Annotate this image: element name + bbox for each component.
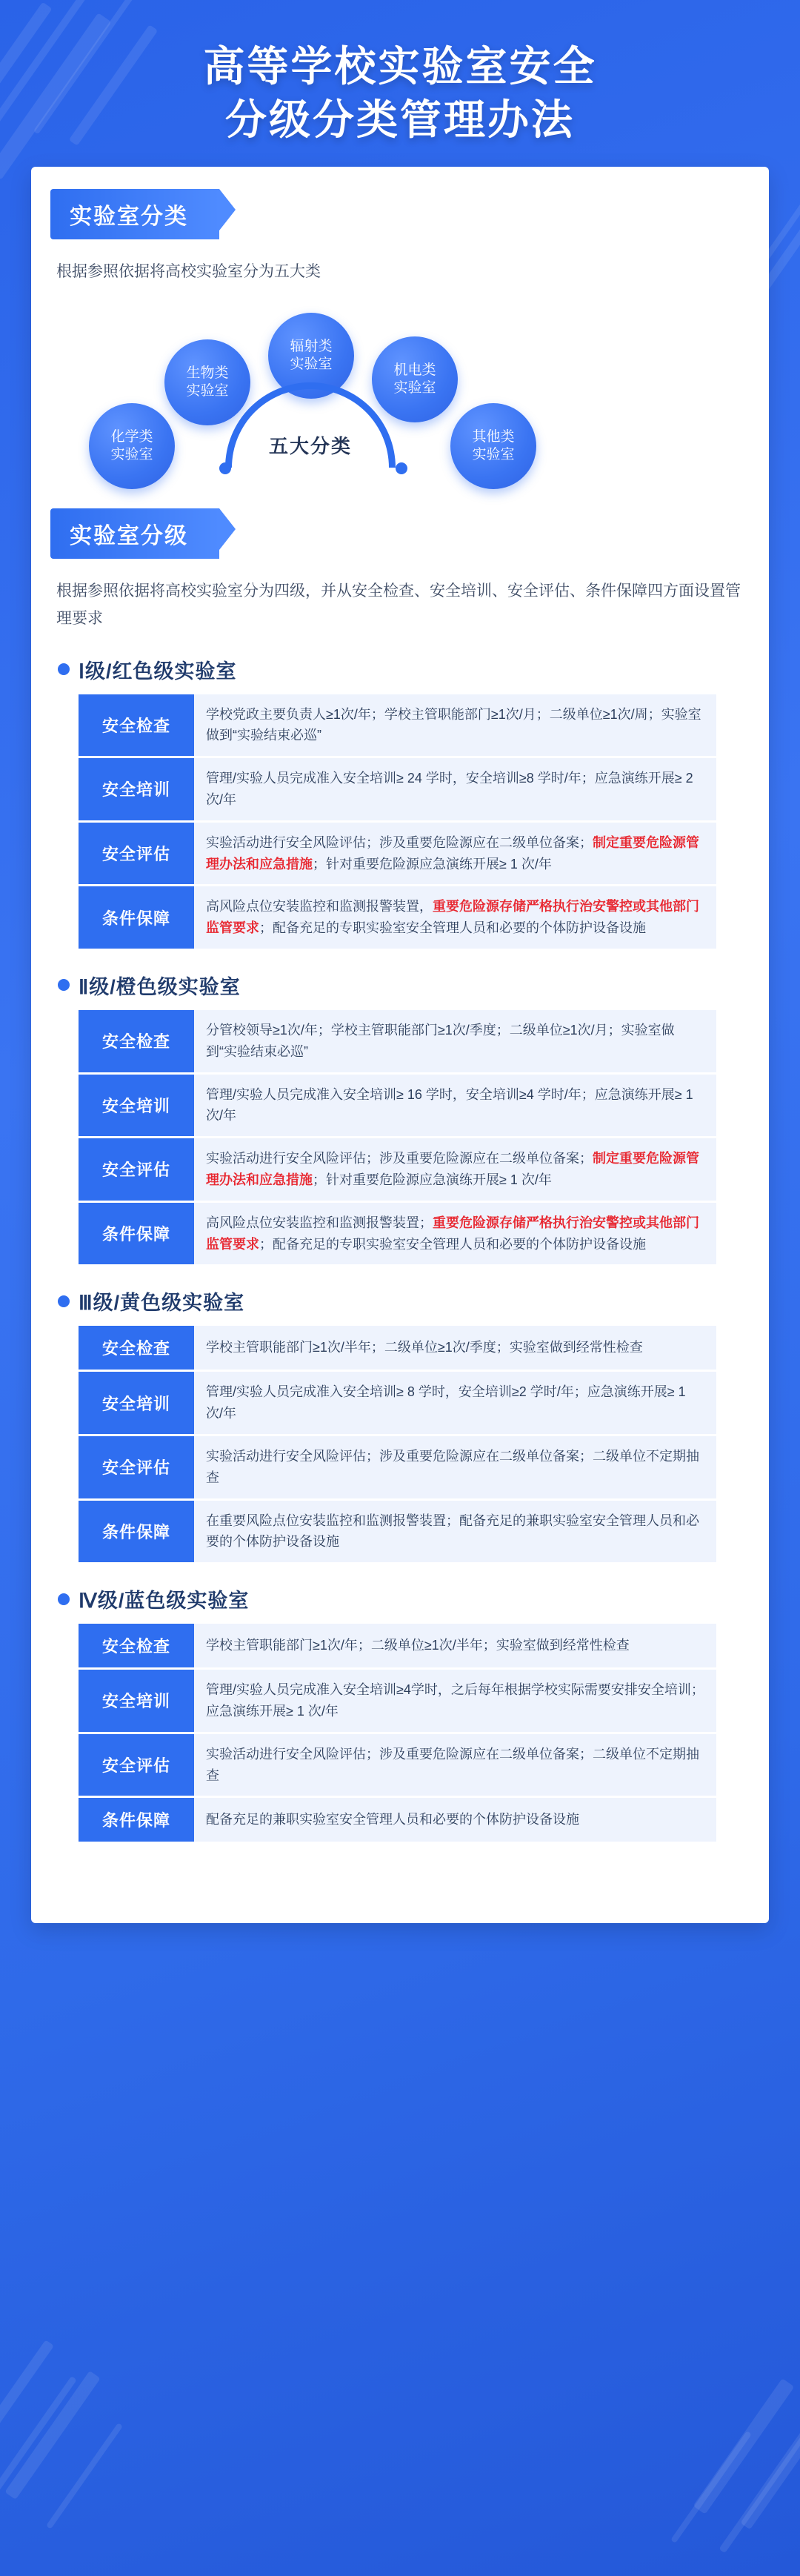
table-row: [79, 1326, 716, 1371]
decor-stripes-bottom-right: [615, 2257, 800, 2569]
highlighted-text: 重要危险源存储严格执行治安警控或其他部门监管要求: [206, 899, 699, 936]
requirement-label: 安全评估: [79, 821, 194, 886]
requirement-text: [194, 1669, 716, 1733]
requirement-label: 安全培训: [79, 1669, 194, 1733]
grading-levels: [53, 655, 747, 1842]
requirement-label: 安全培训: [79, 1371, 194, 1435]
classification-bubble-biology: [164, 339, 250, 425]
requirement-label: 条件保障: [79, 886, 194, 949]
classification-center-label: 五大分类: [268, 435, 352, 458]
table-row: [79, 1201, 716, 1264]
level-heading: [58, 971, 747, 1000]
requirement-text: [194, 886, 716, 949]
requirement-label: 安全评估: [79, 1435, 194, 1499]
bubble-label: 生物类 实验室: [186, 365, 229, 399]
grading-banner: 实验室分级: [50, 508, 219, 559]
plain-text: 高风险点位安装监控和监测报警装置；: [206, 1215, 433, 1230]
plain-text: 管理/实验人员完成准入安全培训≥ 24 学时，安全培训≥8 学时/年；应急演练开展≥ 2 次/年: [206, 771, 693, 807]
level-heading: [58, 1287, 747, 1315]
requirement-label: 条件保障: [79, 1797, 194, 1842]
classification-bubble-chemistry: [89, 403, 175, 489]
table-row: [79, 1733, 716, 1797]
requirements-table: [79, 694, 716, 949]
plain-text: ；配备充足的专职实验室安全管理人员和必要的个体防护设备设施: [259, 1236, 646, 1252]
classification-arc-dot-left: [219, 462, 231, 474]
plain-text: 实验活动进行安全风险评估；涉及重要危险源应在二级单位备案；二级单位不定期抽查: [206, 1448, 699, 1485]
plain-text: 实验活动进行安全风险评估；涉及重要危险源应在二级单位备案；二级单位不定期抽查: [206, 1746, 699, 1783]
bubble-label: 机电类 实验室: [393, 362, 436, 396]
table-row: [79, 694, 716, 757]
classification-bubble-electromechanical: [372, 336, 458, 422]
plain-text: ；配备充足的专职实验室安全管理人员和必要的个体防护设备设施: [259, 920, 646, 936]
requirement-text: [194, 1797, 716, 1842]
requirement-text: [194, 1073, 716, 1138]
requirement-text: [194, 1499, 716, 1562]
plain-text: 分管校领导≥1次/年；学校主管职能部门≥1次/季度；二级单位≥1次/月；实验室做到“实验结束必巡”: [206, 1022, 675, 1059]
requirements-table: [79, 1010, 716, 1264]
table-row: [79, 757, 716, 822]
bubble-label: 其他类 实验室: [472, 428, 515, 463]
requirement-text: [194, 1010, 716, 1073]
grading-lead: 根据参照依据将高校实验室分为四级，并从安全检查、安全培训、安全评估、条件保障四方面设置管理要求: [56, 582, 741, 627]
requirement-label: 安全评估: [79, 1733, 194, 1797]
classification-bubble-other: [450, 403, 536, 489]
requirements-table: [79, 1326, 716, 1562]
highlighted-text: 制定重要危险源管理办法和应急措施: [206, 1151, 699, 1187]
classification-diagram: [53, 293, 747, 508]
plain-text: 实验活动进行安全风险评估；涉及重要危险源应在二级单位备案；: [206, 834, 593, 850]
grading-banner-wrap: [50, 508, 747, 574]
plain-text: 管理/实验人员完成准入安全培训≥4学时，之后每年根据学校实际需要安排安全培训；应急演练开展≥ 1 次/年: [206, 1682, 704, 1719]
requirement-text: [194, 1624, 716, 1669]
requirements-table: [79, 1624, 716, 1842]
highlighted-text: 制定重要危险源管理办法和应急措施: [206, 834, 699, 872]
requirement-label: 安全检查: [79, 1624, 194, 1669]
requirement-text: [194, 694, 716, 757]
classification-arc-dot-right: [396, 462, 407, 474]
table-row: [79, 886, 716, 949]
classification-lead: 根据参照依据将高校实验室分为五大类: [56, 263, 321, 281]
bullet-dot-icon: [58, 1593, 70, 1605]
table-row: [79, 1435, 716, 1499]
poster-title-line-1: 高等学校实验室安全: [203, 43, 597, 90]
plain-text: ；针对重要危险源应急演练开展≥ 1 次/年: [313, 856, 552, 872]
level-title: Ⅲ级/黄色级实验室: [79, 1292, 245, 1315]
content-card: [31, 167, 769, 1923]
plain-text: ；针对重要危险源应急演练开展≥ 1 次/年: [313, 1172, 552, 1187]
classification-banner: 实验室分类: [50, 189, 219, 239]
requirement-label: 安全培训: [79, 1073, 194, 1138]
plain-text: 学校主管职能部门≥1次/半年；二级单位≥1次/季度；实验室做到经常性检查: [206, 1340, 643, 1355]
classification-banner-wrap: [50, 189, 747, 254]
requirement-text: [194, 1201, 716, 1264]
requirement-label: 安全检查: [79, 1326, 194, 1371]
bullet-dot-icon: [58, 1295, 70, 1307]
bubble-label: 辐射类 实验室: [290, 338, 333, 373]
plain-text: 实验活动进行安全风险评估；涉及重要危险源应在二级单位备案；: [206, 1151, 593, 1166]
table-row: [79, 1499, 716, 1562]
table-row: [79, 1138, 716, 1202]
requirement-text: [194, 757, 716, 822]
decor-stripes-bottom-left: [0, 2235, 207, 2546]
requirement-label: 安全培训: [79, 757, 194, 822]
bullet-dot-icon: [58, 663, 70, 675]
requirement-text: [194, 1371, 716, 1435]
bullet-dot-icon: [58, 979, 70, 991]
poster-header: [0, 0, 800, 146]
table-row: [79, 1073, 716, 1138]
level-title: Ⅰ级/红色级实验室: [79, 660, 237, 683]
table-row: [79, 821, 716, 886]
plain-text: 学校主管职能部门≥1次/年；二级单位≥1次/半年；实验室做到经常性检查: [206, 1638, 630, 1653]
table-row: [79, 1371, 716, 1435]
card-bottom-space: [53, 1842, 747, 1893]
table-row: [79, 1797, 716, 1842]
bubble-label: 化学类 实验室: [110, 428, 153, 463]
requirement-label: 安全检查: [79, 1010, 194, 1073]
requirement-text: [194, 1435, 716, 1499]
level-title: Ⅱ级/橙色级实验室: [79, 975, 241, 998]
requirement-text: [194, 821, 716, 886]
level-title: Ⅳ级/蓝色级实验室: [79, 1590, 250, 1613]
plain-text: 管理/实验人员完成准入安全培训≥ 16 学时，安全培训≥4 学时/年；应急演练开展≥ 1 次/年: [206, 1086, 693, 1123]
plain-text: 学校党政主要负责人≥1次/年；学校主管职能部门≥1次/月；二级单位≥1次/周；实验室做到“实验结束必巡”: [206, 706, 701, 743]
requirement-label: 条件保障: [79, 1201, 194, 1264]
level-heading: [58, 655, 747, 684]
requirement-label: 安全检查: [79, 694, 194, 757]
requirement-text: [194, 1138, 716, 1202]
requirement-text: [194, 1733, 716, 1797]
table-row: [79, 1669, 716, 1733]
table-row: [79, 1010, 716, 1073]
requirement-text: [194, 1326, 716, 1371]
plain-text: 管理/实验人员完成准入安全培训≥ 8 学时，安全培训≥2 学时/年；应急演练开展≥ 1 次/年: [206, 1384, 686, 1421]
plain-text: 配备充足的兼职实验室安全管理人员和必要的个体防护设备设施: [206, 1812, 579, 1828]
requirement-label: 条件保障: [79, 1499, 194, 1562]
level-heading: [58, 1584, 747, 1613]
plain-text: 高风险点位安装监控和监测报警装置，: [206, 899, 433, 914]
poster-title-line-2: 分级分类管理办法: [225, 96, 575, 143]
requirement-label: 安全评估: [79, 1138, 194, 1202]
plain-text: 在重要风险点位安装监控和监测报警装置；配备充足的兼职实验室安全管理人员和必要的个体防护设备设施: [206, 1513, 699, 1550]
table-row: [79, 1624, 716, 1669]
highlighted-text: 重要危险源存储严格执行治安警控或其他部门监管要求: [206, 1215, 699, 1252]
